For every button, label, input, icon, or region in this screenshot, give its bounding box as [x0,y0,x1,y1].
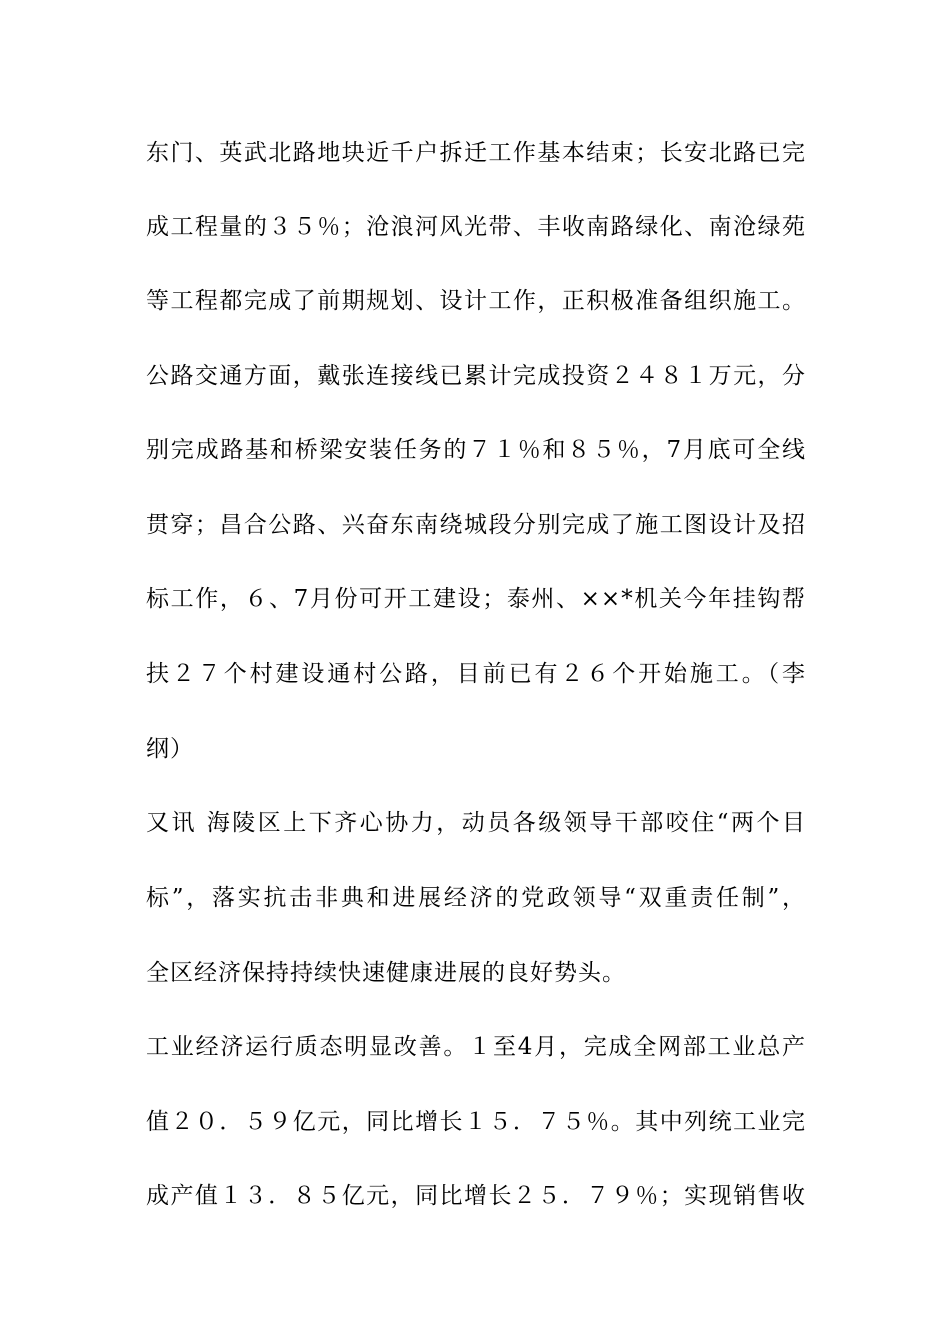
text-line: 又讯 海陵区上下齐心协力，动员各级领导干部咬住“两个目 [146,810,806,836]
text-line: 全区经济保持持续快速健康进展的良好势头。 [146,960,626,986]
text-line: 标”，落实抗击非典和进展经济的党政领导“双重责任制”， [146,885,806,911]
text-line: 扶２７个村建设通村公路，目前已有２６个开始施工。（李 [146,661,806,687]
text-line: 公路交通方面，戴张连接线已累计完成投资２４８１万元，分 [146,363,806,389]
text-line: 贯穿；昌合公路、兴奋东南绕城段分别完成了施工图设计及招 [146,512,806,538]
text-line: 成工程量的３５％；沧浪河风光带、丰收南路绿化、南沧绿苑 [146,214,806,240]
text-line: 等工程都完成了前期规划、设计工作，正积极准备组织施工。 [146,288,806,314]
text-line: 标工作，６、7月份可开工建设；泰州、××*机关今年挂钩帮 [146,586,806,612]
text-line: 纲） [146,736,194,762]
text-line: 工业经济运行质态明显改善。１至4月，完成全网部工业总产 [146,1034,806,1060]
text-line: 别完成路基和桥梁安装任务的７１％和８５％，7月底可全线 [146,437,806,463]
text-line: 成产值１３．８５亿元，同比增长２５．７９％；实现销售收 [146,1183,806,1209]
text-line: 东门、英武北路地块近千户拆迁工作基本结束；长安北路已完 [146,140,806,166]
text-line: 值２０．５９亿元，同比增长１５．７５％。其中列统工业完 [146,1109,806,1135]
